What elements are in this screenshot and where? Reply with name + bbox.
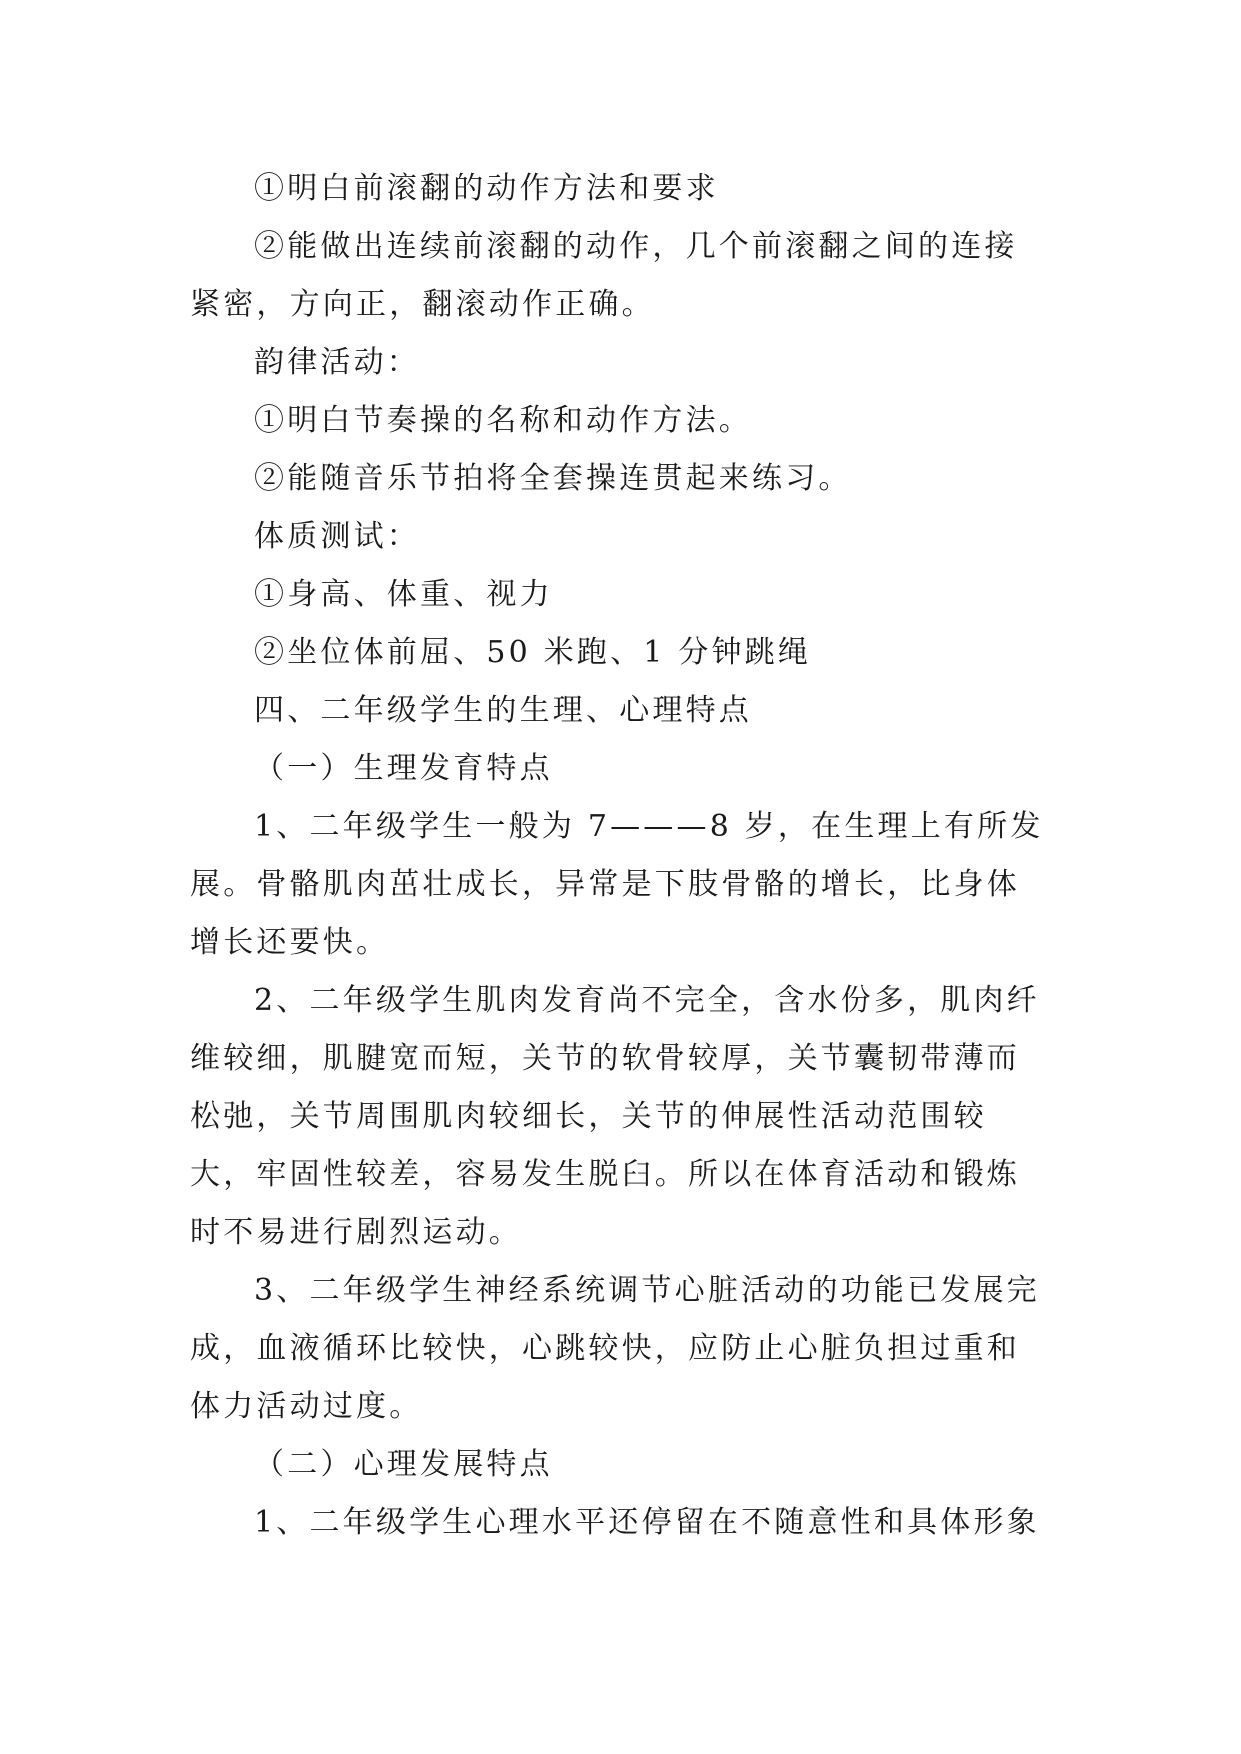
paragraph-physical-point-2: 2、二年级学生肌肉发育尚不完全，含水份多，肌肉纤维较细，肌腱宽而短，关节的软骨较厚，关节囊韧带薄而松弛，关节周围肌肉较细长，关节的伸展性活动范围较大，牢固性较差，容易发生脱臼。所以在体育活动和锻炼时不易进行剧烈运动。 [190,983,1040,1250]
paragraph-psychological-point-1: 1、二年级学生心理水平还停留在不随意性和具体形象 [254,1505,1040,1540]
paragraph-continuous-forward-roll: ②能做出连续前滚翻的动作，几个前滚翻之间的连接紧密，方向正，翻滚动作正确。 [190,229,1018,322]
paragraph-sit-reach-run-rope: ②坐位体前屈、50 米跑、1 分钟跳绳 [254,635,812,670]
paragraph-rhythm-with-music: ②能随音乐节拍将全套操连贯起来练习。 [254,461,852,496]
paragraph-physical-point-1: 1、二年级学生一般为 7———8 岁，在生理上有所发展。骨骼肌肉茁壮成长，异常是下肢骨骼的增长，比身体增长还要快。 [190,809,1044,960]
section-heading-characteristics: 四、二年级学生的生理、心理特点 [254,693,752,728]
paragraph-forward-roll-method: ①明白前滚翻的动作方法和要求 [254,171,719,206]
subheading-psychological-development: （二）心理发展特点 [254,1447,553,1482]
paragraph-height-weight-vision: ①身高、体重、视力 [254,577,553,612]
paragraph-physical-point-3: 3、二年级学生神经系统调节心脏活动的功能已发展完成，血液循环比较快，心跳较快，应防止心脏负担过重和体力活动过度。 [190,1273,1040,1424]
heading-fitness-test: 体质测试： [254,519,420,554]
heading-rhythm-activity: 韵律活动： [254,345,420,380]
subheading-physical-development: （一）生理发育特点 [254,751,553,786]
paragraph-rhythm-exercise-name: ①明白节奏操的名称和动作方法。 [254,403,752,438]
document-body [190,160,1050,1552]
